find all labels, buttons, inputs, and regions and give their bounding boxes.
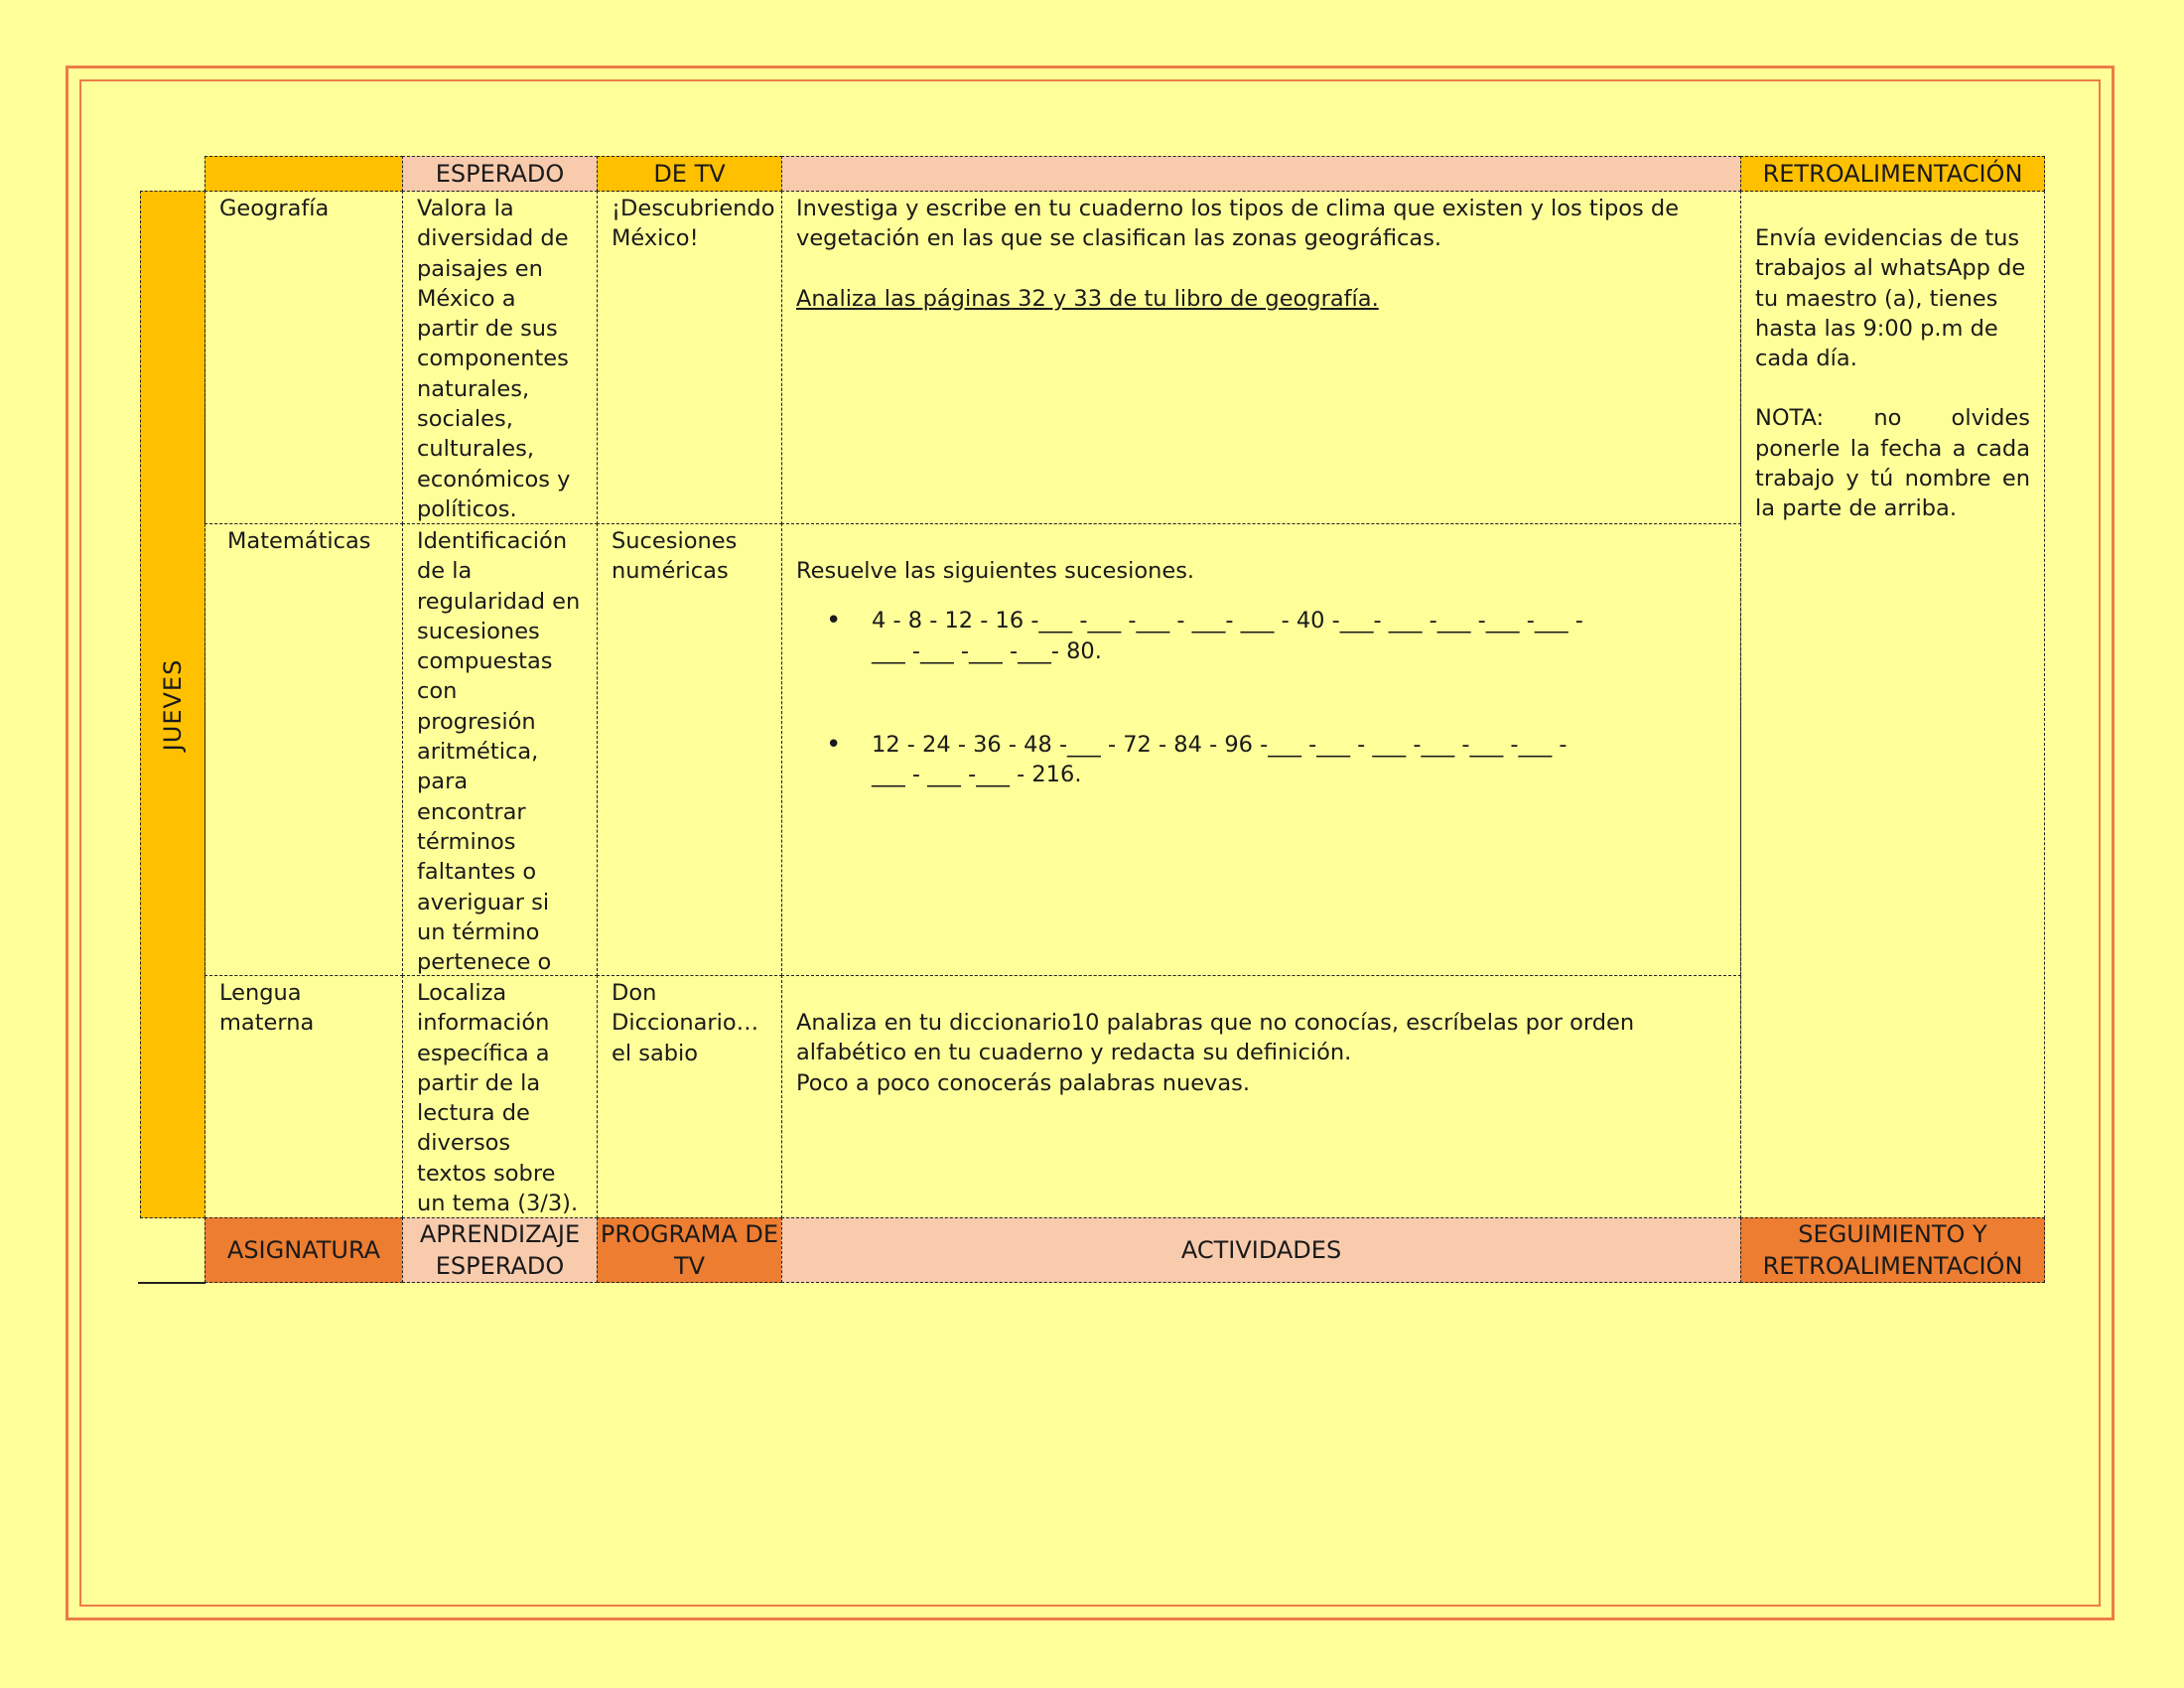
sucesiones-list xyxy=(796,606,1726,789)
footer-header-seguimiento: SEGUIMIENTO Y RETROALIMENTACIÓN xyxy=(1740,1217,2045,1283)
matematicas-actividad-intro: Resuelve las siguientes sucesiones. xyxy=(796,558,1195,584)
row-geografia-programa: ¡Descubriendo México! xyxy=(597,191,782,524)
footer-header-actividades: ACTIVIDADES xyxy=(781,1217,1741,1283)
top-header-programa: DE TV xyxy=(597,156,782,192)
day-band xyxy=(140,191,205,1218)
sucesion-2-line-a: • 12 - 24 - 36 - 48 -___ - 72 - 84 - 96 -___ -___ - ___ -___ -___ -___ - xyxy=(872,731,1568,758)
row-lengua-asignatura: Lengua materna xyxy=(205,975,403,1218)
top-header-asignatura xyxy=(205,156,403,192)
seguimiento-cell xyxy=(1740,191,2045,1218)
seguimiento-nota: NOTA: no olvides ponerle la fecha a cada trabajo y tú nombre en la parte de arriba. xyxy=(1755,405,2030,522)
sucesion-1-line-a: • 4 - 8 - 12 - 16 -___ -___ -___ - ___- ___ - 40 -___- ___ -___ -___ -___ - xyxy=(872,608,1583,634)
row-lengua-actividades xyxy=(781,975,1741,1218)
geografia-actividad-text: Investiga y escribe en tu cuaderno los tipos de clima que existen y los tipos de vegetación en las que se clasifican las zonas geográficas. xyxy=(796,196,1680,252)
row-geografia-asignatura: Geografía xyxy=(205,191,403,524)
row-matematicas-asignatura: Matemáticas xyxy=(205,523,403,976)
day-label: JUEVES xyxy=(158,658,187,751)
footer-header-aprendizaje: APRENDIZAJE ESPERADO xyxy=(402,1217,598,1283)
row-matematicas-actividades xyxy=(781,523,1741,976)
row-lengua-programa: Don Diccionario… el sabio xyxy=(597,975,782,1218)
row-lengua-aprendizaje: Localiza información específica a partir de la lectura de diversos textos sobre un tema (3/3). xyxy=(402,975,598,1218)
row-geografia-aprendizaje: Valora la diversidad de paisajes en México a partir de sus componentes naturales, sociales, culturales, económicos y políticos. xyxy=(402,191,598,524)
table-bottom-rule xyxy=(138,1282,205,1284)
row-matematicas-programa: Sucesiones numéricas xyxy=(597,523,782,976)
row-matematicas-aprendizaje: Identificación de la regularidad en sucesiones compuestas con progresión aritmética, para encontrar términos faltantes o averiguar si un término pertenece o xyxy=(402,523,598,976)
top-header-aprendizaje: ESPERADO xyxy=(402,156,598,192)
sucesion-1-line-b: ___ -___ -___ -___- 80. xyxy=(872,637,1102,664)
top-header-seguimiento: RETROALIMENTACIÓN xyxy=(1740,156,2045,192)
top-header-actividades xyxy=(781,156,1741,192)
lengua-actividad-note: Poco a poco conocerás palabras nuevas. xyxy=(796,1069,1251,1096)
geografia-actividad-link: Analiza las páginas 32 y 33 de tu libro de geografía. xyxy=(796,285,1379,312)
row-geografia-actividades xyxy=(781,191,1741,524)
sucesion-item xyxy=(826,730,1726,790)
lengua-actividad-text: Analiza en tu diccionario10 palabras que no conocías, escríbelas por orden alfabético en tu cuaderno y redacta su definición. xyxy=(796,1010,1635,1066)
sucesion-item xyxy=(826,606,1726,666)
footer-header-asignatura: ASIGNATURA xyxy=(205,1217,403,1283)
seguimiento-text: Envía evidencias de tus trabajos al whatsApp de tu maestro (a), tienes hasta las 9:00 p.m de cada día. xyxy=(1755,225,2026,372)
sucesion-2-line-b: ___ - ___ -___ - 216. xyxy=(872,762,1082,788)
footer-header-programa: PROGRAMA DE TV xyxy=(597,1217,782,1283)
